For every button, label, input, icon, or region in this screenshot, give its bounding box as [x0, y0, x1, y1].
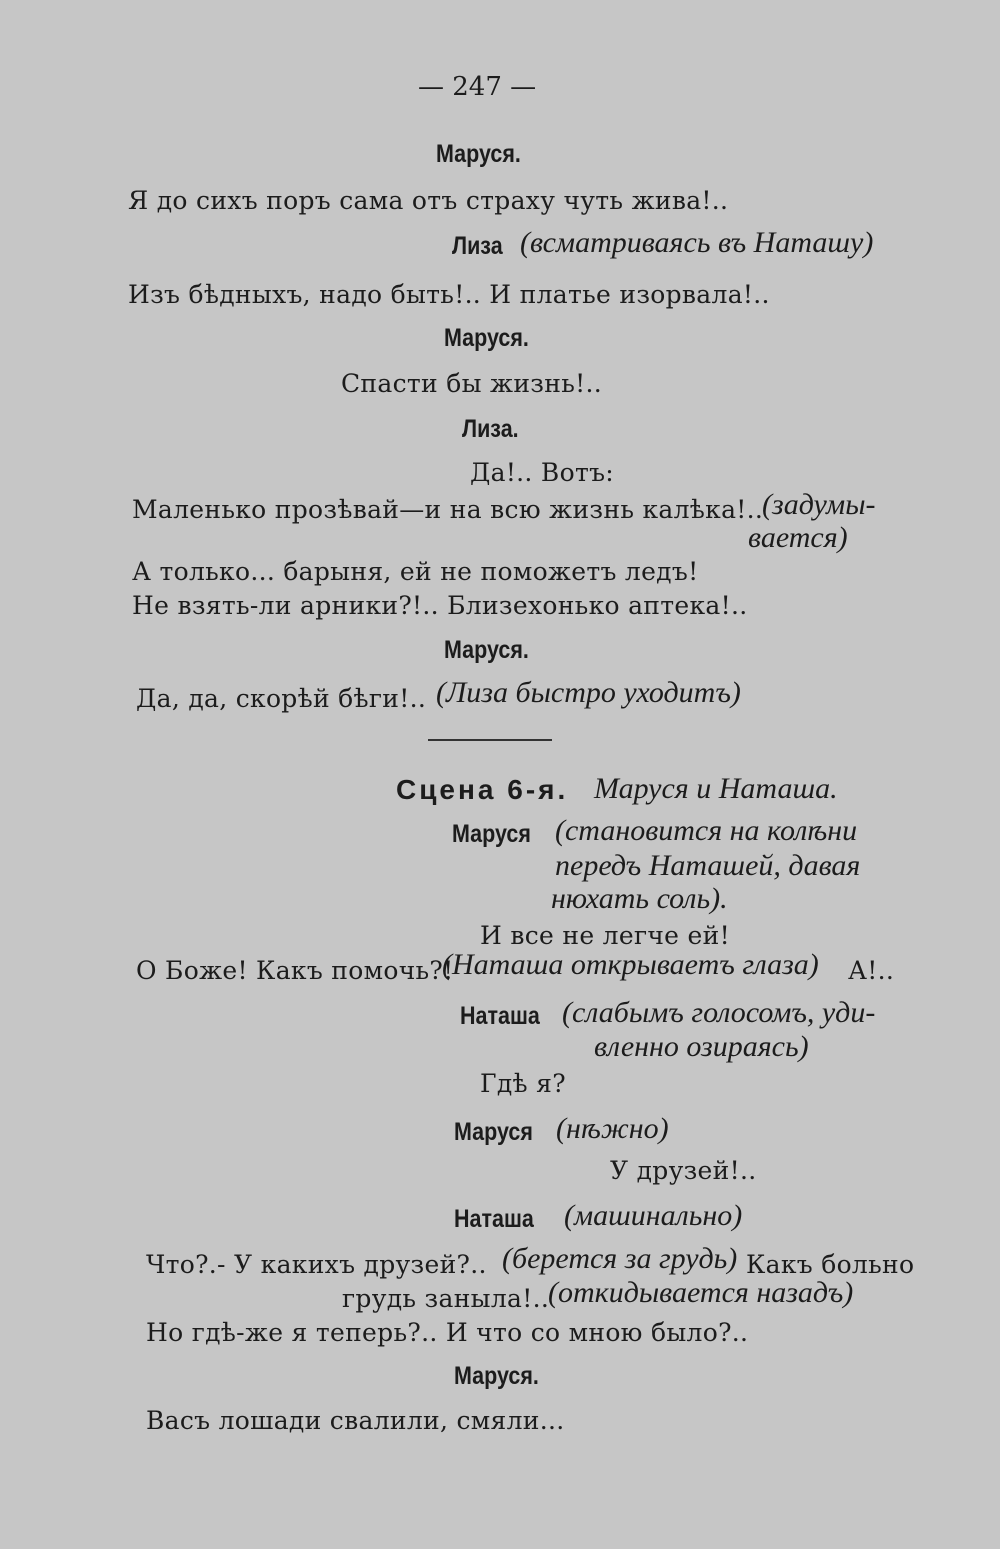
- stage-direction: передъ Наташей, давая: [555, 849, 861, 882]
- speaker-name: Маруся.: [444, 636, 529, 664]
- speaker-name: Маруся.: [454, 1362, 539, 1390]
- speaker-name: Маруся: [452, 820, 531, 848]
- stage-direction: (нѣжно): [556, 1112, 669, 1145]
- dialogue-line: Спасти бы жизнь!..: [341, 369, 602, 398]
- stage-direction: (Наташа открываетъ глаза): [442, 948, 819, 981]
- stage-direction: (становится на колѣни: [555, 814, 858, 847]
- stage-direction: (всматриваясь въ Наташу): [520, 226, 874, 259]
- scene-heading: Сцена 6-я.: [396, 774, 569, 805]
- dialogue-line: грудь заныла!..: [342, 1284, 550, 1313]
- speaker-name: Наташа: [454, 1205, 534, 1233]
- speaker-name: Лиза.: [462, 415, 519, 443]
- dialogue-line: Не взять-ли арники?!.. Близехонько аптека!..: [132, 591, 748, 620]
- stage-direction: нюхать соль).: [551, 882, 728, 915]
- dialogue-line: А!..: [848, 956, 895, 985]
- page-number: — 247 —: [418, 72, 537, 102]
- dialogue-line: А только... барыня, ей не поможетъ ледъ!: [132, 557, 699, 586]
- dialogue-line: Да!.. Вотъ:: [470, 458, 614, 487]
- dialogue-line: Но гдѣ-же я теперь?.. И что со мною было?..: [146, 1318, 749, 1347]
- dialogue-line: Васъ лошади свалили, смяли...: [146, 1406, 565, 1435]
- stage-direction: (откидывается назадъ): [548, 1276, 854, 1309]
- speaker-name: Наташа: [460, 1002, 540, 1030]
- stage-direction: (задумы-: [762, 488, 876, 521]
- dialogue-line: Да, да, скорѣй бѣги!..: [136, 684, 427, 713]
- dialogue-line: У друзей!..: [610, 1156, 757, 1185]
- speaker-name: Маруся.: [444, 324, 529, 352]
- dialogue-line: Какъ больно: [746, 1250, 915, 1279]
- dialogue-line: Маленько прозѣвай—и на всю жизнь калѣка!..: [132, 495, 764, 524]
- dialogue-line: О Боже! Какъ помочь?!: [136, 956, 454, 985]
- dialogue-line: Изъ бѣдныхъ, надо быть!.. И платье изорвала!..: [128, 280, 770, 309]
- dialogue-line: И все не легче ей!: [480, 921, 730, 950]
- stage-direction: вленно озираясь): [594, 1030, 809, 1063]
- dialogue-line: Я до сихъ поръ сама отъ страху чуть жива!..: [128, 186, 729, 215]
- scene-characters: Маруся и Наташа.: [594, 772, 838, 805]
- dialogue-line: Гдѣ я?: [480, 1069, 566, 1098]
- scene-divider: [428, 739, 552, 741]
- dialogue-line: Что?.- У какихъ друзей?..: [146, 1250, 487, 1279]
- stage-direction: (Лиза быстро уходитъ): [436, 676, 741, 709]
- speaker-name: Лиза: [452, 232, 503, 260]
- stage-direction: (слабымъ голосомъ, удu-: [562, 996, 876, 1029]
- speaker-name: Маруся: [454, 1118, 533, 1146]
- stage-direction: вается): [748, 521, 848, 554]
- stage-direction: (машинально): [564, 1199, 743, 1232]
- speaker-name: Маруся.: [436, 140, 521, 168]
- stage-direction: (берется за грудь): [502, 1242, 738, 1275]
